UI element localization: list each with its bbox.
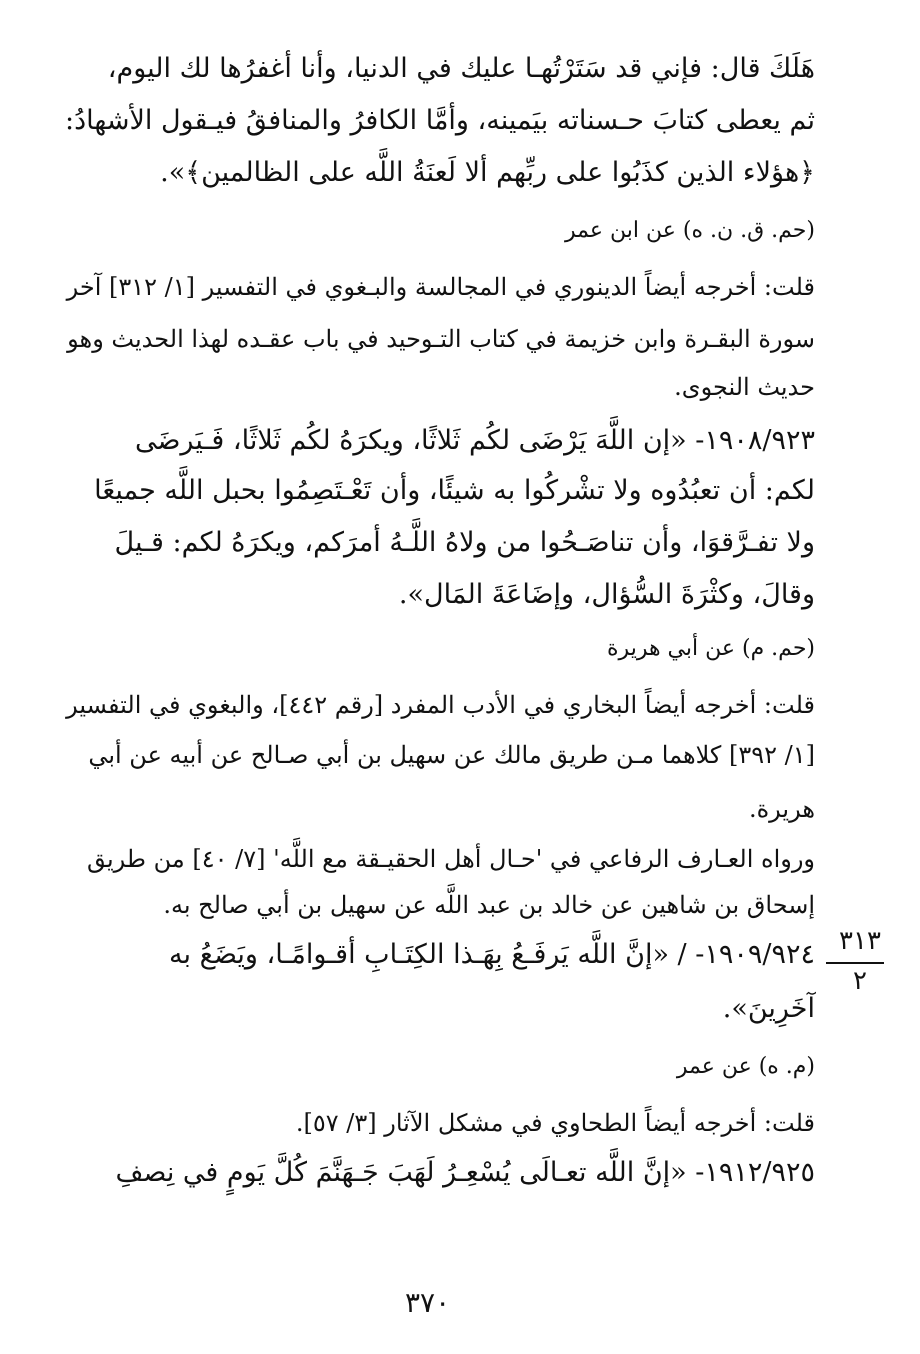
hadith-line: وقالَ، وكثْرَةَ السُّؤال، وإضَاعَةَ المَال». <box>398 579 815 610</box>
hadith-line: ولا تفـرَّقوَا، وأن تناصَـحُوا من ولاهُ اللَّـهُ أمرَكم، ويكرَهُ لكم: قـيلَ <box>114 527 815 558</box>
hadith-line: ١٩٠٨/٩٢٣- «إن اللَّهَ يَرْضَى لكُم ثَلاثًا، ويكرَهُ لكُم ثَلاثًا، فَـيَرضَى <box>135 425 815 456</box>
text-line: ثم يعطى كتابَ حـسناته بيَمينه، وأمَّا الكافرُ والمنافقُ فيـقول الأشهادُ: <box>65 105 815 136</box>
commentary-line: سورة البقـرة وابن خزيمة في كتاب التـوحيد في باب عقـده لهذا الحديث وهو <box>67 325 815 353</box>
commentary-line: قلت: أخرجه أيضاً الدينوري في المجالسة والبـغوي في التفسير [١/ ٣١٢] آخر <box>66 273 815 301</box>
commentary-line: قلت: أخرجه أيضاً البخاري في الأدب المفرد [رقم ٤٤٢]، والبغوي في التفسير <box>66 691 815 719</box>
margin-page-number: ٣١٣ <box>839 926 881 956</box>
hadith-line: ١٩٠٩/٩٢٤- / «إنَّ اللَّه يَرفَـعُ بِهَـذا الكِتَـابِ أقـوامًـا، ويَضَعُ به <box>169 939 815 970</box>
text-line: هَلَكَ قال: فإني قد سَتَرْتُهـا عليك في الدنيا، وأنا أغفرُها لك اليوم، <box>107 53 815 84</box>
margin-divider <box>826 962 884 964</box>
source-attribution: (حم. ق. ن. ه) عن ابن عمر <box>565 218 815 243</box>
hadith-line: آخَرِينَ». <box>722 993 815 1024</box>
source-attribution: (م. ه) عن عمر <box>676 1054 815 1079</box>
page-number: ٣٧٠ <box>405 1286 451 1319</box>
commentary-line: ورواه العـارف الرفاعي في 'حـال أهل الحقيـقة مع اللَّه' [٧/ ٤٠] من طريق <box>86 845 815 873</box>
text-line: ﴿هؤلاء الذين كذَبُوا على ربِّهم ألا لَعنَةُ اللَّه على الظالمين﴾». <box>160 157 815 188</box>
hadith-line: ١٩١٢/٩٢٥- «إنَّ اللَّه تعـالَى يُسْعِـرُ لَهَبَ جَـهَنَّمَ كُلَّ يَومٍ في نِصفِ <box>115 1157 815 1188</box>
commentary-line: قلت: أخرجه أيضاً الطحاوي في مشكل الآثار [٣/ ٥٧]. <box>295 1109 815 1137</box>
commentary-line: إسحاق بن شاهين عن خالد بن عبد اللَّه عن سهيل بن أبي صالح به. <box>163 891 815 919</box>
margin-volume-number: ٢ <box>853 966 867 996</box>
hadith-line: لكم: أن تعبُدُوه ولا تشْركُوا به شيئًا، وأن تَعْـتَصِمُوا بحبل اللَّه جميعًا <box>94 475 815 506</box>
source-attribution: (حم. م) عن أبي هريرة <box>607 636 815 661</box>
commentary-line: [١/ ٣٩٢] كلاهما مـن طريق مالك عن سهيل بن أبي صـالح عن أبيه عن أبي <box>88 741 815 769</box>
commentary-line: هريرة. <box>748 795 815 823</box>
commentary-line: حديث النجوى. <box>674 373 815 401</box>
